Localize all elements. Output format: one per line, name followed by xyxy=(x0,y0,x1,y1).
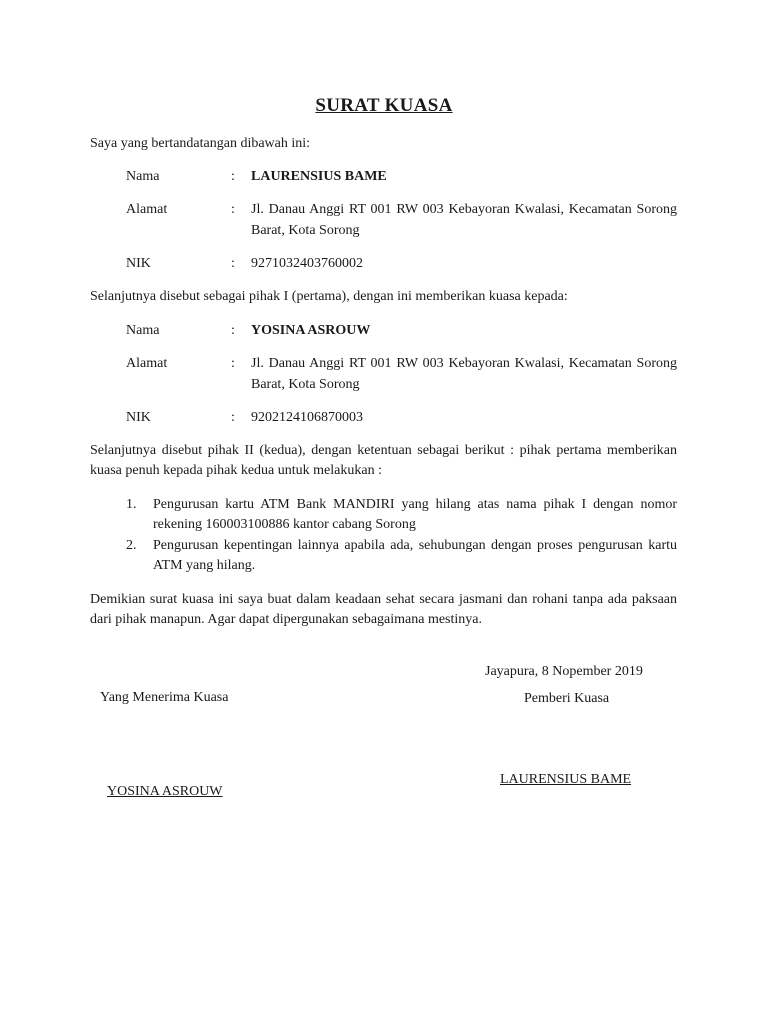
party1-nik-colon: : xyxy=(231,256,235,271)
party1-address-label: Alamat xyxy=(126,202,168,217)
party1-name-colon: : xyxy=(231,169,235,184)
receiver-name: YOSINA ASROUW xyxy=(107,784,223,799)
party1-address-value: Jl. Danau Anggi RT 001 RW 003 Kebayoran Kwalasi, Kecamatan Sorong Barat, Kota Sorong xyxy=(251,202,677,238)
party1-nik-value: 9271032403760002 xyxy=(251,256,363,271)
party2-name-colon: : xyxy=(231,323,235,338)
party1-name-value: LAURENSIUS BAME xyxy=(251,169,387,184)
place-date: Jayapura, 8 Nopember 2019 xyxy=(485,664,643,679)
party1-name-label: Nama xyxy=(126,169,160,184)
list-item-number: 2. xyxy=(126,538,137,553)
list-item-text: Pengurusan kartu ATM Bank MANDIRI yang hilang atas nama pihak I dengan nomor rekening 160003100886 kantor cabang Sorong xyxy=(153,497,677,532)
closing-text: Demikian surat kuasa ini saya buat dalam keadaan sehat secara jasmani dan rohani tanpa ada paksaan dari pihak manapun. Agar dapat dipergunakan sebagaimana mestinya. xyxy=(90,592,677,627)
list-item-number: 1. xyxy=(126,497,137,512)
party2-nik-label: NIK xyxy=(126,410,151,425)
party1-address-colon: : xyxy=(231,202,235,217)
giver-name: LAURENSIUS BAME xyxy=(500,772,632,787)
party2-address-value: Jl. Danau Anggi RT 001 RW 003 Kebayoran Kwalasi, Kecamatan Sorong Barat, Kota Sorong xyxy=(251,356,677,392)
receiver-label: Yang Menerima Kuasa xyxy=(100,690,229,705)
transition-text-2: Selanjutnya disebut pihak II (kedua), dengan ketentuan sebagai berikut : pihak pertama memberikan kuasa penuh kepada pihak kedua untuk melakukan : xyxy=(90,443,677,478)
party2-nik-value: 9202124106870003 xyxy=(251,410,363,425)
party2-nik-colon: : xyxy=(231,410,235,425)
list-item-text: Pengurusan kepentingan lainnya apabila ada, sehubungan dengan proses pengurusan kartu ATM yang hilang. xyxy=(153,538,677,573)
party2-address-colon: : xyxy=(231,356,235,371)
party1-nik-label: NIK xyxy=(126,256,151,271)
party2-name-label: Nama xyxy=(126,323,160,338)
party2-name-value: YOSINA ASROUW xyxy=(251,323,371,338)
transition-text-1: Selanjutnya disebut sebagai pihak I (pertama), dengan ini memberikan kuasa kepada: xyxy=(90,289,568,304)
document-title: SURAT KUASA xyxy=(315,95,453,116)
party2-address-label: Alamat xyxy=(126,356,168,371)
intro-text: Saya yang bertandatangan dibawah ini: xyxy=(90,136,311,151)
giver-label: Pemberi Kuasa xyxy=(524,691,610,706)
